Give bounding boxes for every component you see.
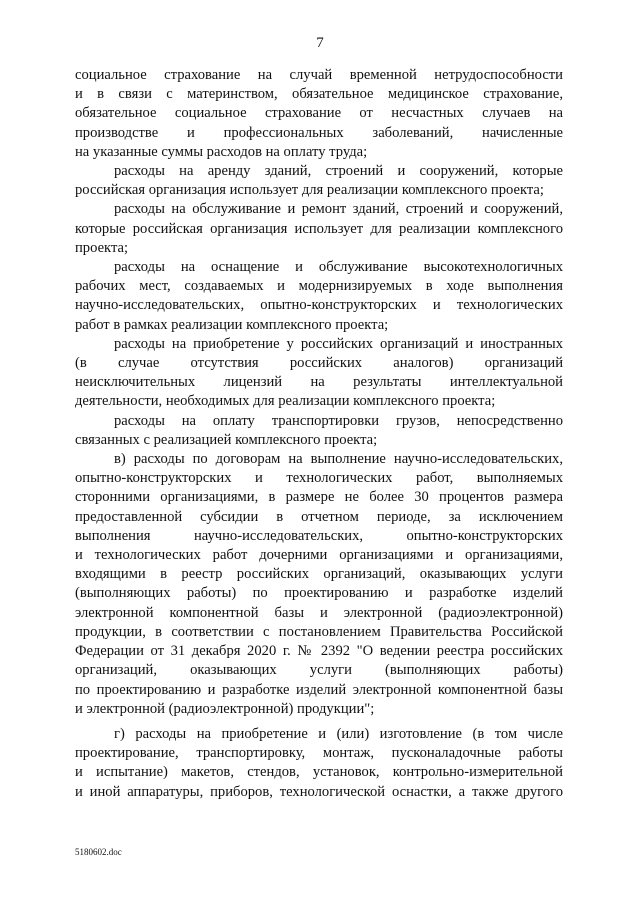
text-line: расходы на обслуживание и ремонт зданий, строений и сооружений,: [114, 201, 563, 218]
text-line: электронной компонентной базы и электронной (радиоэлектронной): [75, 604, 563, 621]
text-line: продукции, в соответствии с постановлением Правительства Российской: [75, 623, 563, 640]
text-line: которые российская организация использует для реализации комплексного: [75, 220, 563, 237]
text-line: связанных с реализацией комплексного проекта;: [75, 431, 378, 448]
text-line: сторонними организациями, в размере не более 30 процентов размера: [75, 489, 563, 506]
text-line: российская организация использует для реализации комплексного проекта;: [75, 182, 544, 199]
text-line: на указанные суммы расходов на оплату труда;: [75, 143, 368, 160]
text-line: расходы на аренду зданий, строений и сооружений, которые: [114, 163, 563, 180]
text-line: работ в рамках реализации комплексного проекта;: [75, 316, 389, 333]
text-line: выполнения научно-исследовательских, опытно-конструкторских: [75, 527, 563, 544]
text-line: г) расходы на приобретение и (или) изготовление (в том числе: [114, 725, 563, 742]
text-line: и технологических работ дочерними организациями и организациями,: [75, 547, 563, 564]
text-line: проектирование, транспортировку, монтаж, пусконаладочные работы: [75, 745, 563, 762]
text-line: научно-исследовательских, опытно-конструкторских и технологических: [75, 297, 563, 314]
page-number: 7: [316, 35, 324, 51]
text-line: и в связи с материнством, обязательное медицинское страхование,: [75, 86, 563, 103]
text-line: (в случае отсутствия российских аналогов) организаций: [75, 355, 563, 372]
text-line: по проектированию и разработке изделий электронной компонентной базы: [75, 681, 563, 698]
text-line: и электронной (радиоэлектронной) продукции";: [75, 700, 375, 717]
text-line: обязательное социальное страхование от несчастных случаев на: [75, 105, 563, 122]
text-line: социальное страхование на случай временной нетрудоспособности: [75, 67, 563, 83]
text-line: предоставленной субсидии в отчетном периоде, за исключением: [75, 508, 563, 525]
document-id-footer: 5180602.doc: [75, 847, 122, 857]
paragraph: [75, 335, 563, 412]
text-line: проекта;: [75, 239, 129, 256]
document-body: [75, 66, 563, 802]
text-line: Федерации от 31 декабря 2020 г. № 2392 "О ведении реестра российских: [75, 643, 563, 660]
text-line: опытно-конструкторских и технологических работ, выполняемых: [75, 470, 563, 487]
text-line: в) расходы по договорам на выполнение научно-исследовательских,: [114, 451, 563, 468]
text-line: входящими в реестр российских организаций, оказывающих услуги: [75, 566, 563, 583]
text-line: расходы на оплату транспортировки грузов, непосредственно: [114, 412, 563, 429]
text-line: и испытание) макетов, стендов, установок, контрольно-измерительной: [75, 764, 563, 781]
paragraph: [75, 412, 563, 450]
paragraph: [75, 258, 563, 335]
text-line: (выполняющих работы) по проектированию и разработке изделий: [75, 585, 563, 602]
paragraph: [75, 725, 563, 802]
text-line: и иной аппаратуры, приборов, технологической оснастки, а также другого: [75, 783, 563, 800]
text-line: деятельности, необходимых для реализации комплексного проекта;: [75, 393, 496, 410]
text-line: расходы на приобретение у российских организаций и иностранных: [114, 335, 563, 352]
text-line: организаций, оказывающих услуги (выполняющих работы): [75, 662, 563, 679]
text-line: производстве и профессиональных заболеваний, начисленные: [75, 124, 563, 141]
text-line: рабочих мест, создаваемых и модернизируемых в ходе выполнения: [75, 278, 563, 295]
paragraph: [75, 200, 563, 258]
paragraph: [75, 66, 563, 162]
paragraph: [75, 162, 563, 200]
text-line: расходы на оснащение и обслуживание высокотехнологичных: [114, 259, 563, 276]
text-line: неисключительных лицензий на результаты интеллектуальной: [75, 374, 563, 391]
paragraph: [75, 450, 563, 719]
